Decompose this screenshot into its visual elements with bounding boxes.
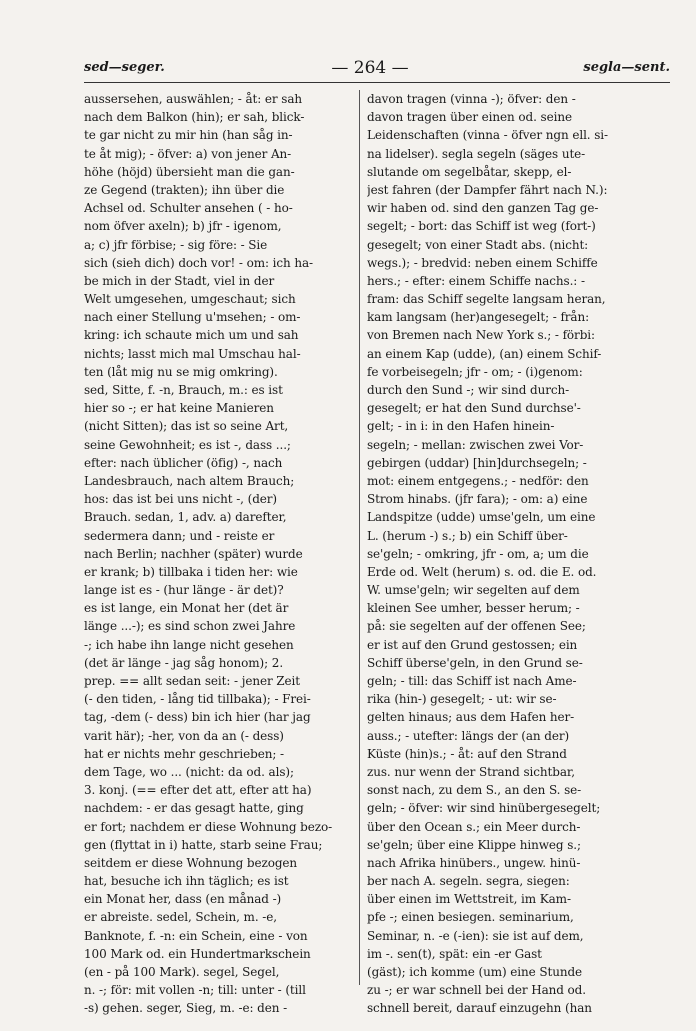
text-line: geln; - till: das Schiff ist nach Ame- <box>367 674 577 688</box>
text-line: be mich in der Stadt, viel in der <box>84 273 275 288</box>
text-line: Achsel od. Schulter ansehen ( - ho- <box>84 201 293 216</box>
text-line: ze Gegend (trakten); ihn über die <box>84 182 285 197</box>
text-line: (en - på 100 Mark). segel, Segel, <box>84 965 280 979</box>
text-line: er ist auf den Grund gestossen; ein <box>367 637 578 652</box>
text-line: L. (herum -) s.; b) ein Schiff über- <box>367 528 568 543</box>
text-line: (det är länge - jag såg honom); 2. <box>84 655 284 670</box>
text-line: sonst nach, zu dem S., an den S. se- <box>367 783 582 798</box>
text-line: davon tragen über einen od. seine <box>367 110 572 125</box>
text-line: schnell bereit, darauf einzugehn (han <box>367 1001 592 1016</box>
text-line: über den Ocean s.; ein Meer durch- <box>367 819 581 834</box>
text-line: na lidelser). segla segeln (säges ute- <box>367 146 586 161</box>
text-line: er krank; b) tillbaka i tiden her: wie <box>84 564 298 579</box>
text-line: Welt umgesehen, umgeschaut; sich <box>84 292 296 307</box>
text-line: hier so -; er hat keine Manieren <box>84 401 274 416</box>
text-line: durch den Sund -; wir sind durch- <box>367 383 570 397</box>
header-rule <box>84 82 670 83</box>
text-line: nichts; lasst mich mal Umschau hal- <box>84 346 301 361</box>
text-line: ein Monat her, dass (en månad -) <box>84 892 282 907</box>
text-line: wegs.); - bredvid: neben einem Schiffe <box>367 255 598 270</box>
text-line: hat er nichts mehr geschrieben; - <box>84 746 284 761</box>
text-line: 3. konj. (== efter det att, efter att ha) <box>84 783 312 798</box>
header-left-guideword: sed—seger. <box>84 60 165 75</box>
text-line: von Bremen nach New York s.; - förbi: <box>367 328 595 343</box>
text-line: se'geln; über eine Klippe hinweg s.; <box>367 837 581 852</box>
text-line: aussersehen, auswählen; - åt: er sah <box>84 92 303 106</box>
text-line: efter: nach üblicher (öfig) -, nach <box>84 455 283 470</box>
text-line: W. umse'geln; wir segelten auf dem <box>367 583 580 598</box>
text-line: gen (flyttat in i) hatte, starb seine Frau; <box>84 837 323 852</box>
text-line: er abreiste. sedel, Schein, m. -e, <box>84 910 277 925</box>
text-line: nach dem Balkon (hin); er sah, blick- <box>84 110 305 125</box>
text-line: segeln; - mellan: zwischen zwei Vor- <box>367 437 584 452</box>
text-line: Schiff überse'geln, in den Grund se- <box>367 655 583 670</box>
text-line: nach einer Stellung u'msehen; - om- <box>84 310 301 325</box>
text-line: auss.; - utefter: längs der (an der) <box>367 728 570 743</box>
text-line: -; ich habe ihn lange nicht gesehen <box>84 637 294 652</box>
text-line: prep. == allt sedan seit: - jener Zeit <box>84 674 301 688</box>
text-line: hos: das ist bei uns nicht -, (der) <box>84 492 277 507</box>
text-line: Küste (hin)s.; - åt: auf den Strand <box>367 746 567 761</box>
text-line: Strom hinabs. (jfr fara); - om: a) eine <box>367 492 588 507</box>
text-line: nom öfver axeln); b) jfr - igenom, <box>84 219 282 234</box>
text-line: davon tragen (vinna -); öfver: den - <box>367 92 576 106</box>
text-line: Banknote, f. -n: ein Schein, eine - von <box>84 928 308 943</box>
text-line: varit här); -her, von da an (- dess) <box>84 728 284 743</box>
left-column <box>84 90 356 1018</box>
text-line: gesegelt; er hat den Sund durchse'- <box>367 401 581 416</box>
text-line: slutande om segelbåtar, skepp, el- <box>367 164 572 179</box>
text-line: nach Afrika hinübers., ungew. hinü- <box>367 855 581 870</box>
text-line: seine Gewohnheit; es ist -, dass ...; <box>84 437 291 452</box>
text-line: im -. sen(t), spät: ein -er Gast <box>367 946 542 961</box>
page-header <box>84 58 670 82</box>
text-line: Landesbrauch, nach altem Brauch; <box>84 473 295 488</box>
text-line: sich (sieh dich) doch vor! - om: ich ha- <box>84 255 313 270</box>
text-line: segelt; - bort: das Schiff ist weg (fort-) <box>367 219 596 234</box>
text-line: nachdem: - er das gesagt hatte, ging <box>84 801 304 816</box>
text-line: zu -; er war schnell bei der Hand od. <box>367 983 586 998</box>
text-line: hat, besuche ich ihn täglich; es ist <box>84 874 289 889</box>
text-line: gesegelt; von einer Stadt abs. (nicht: <box>367 237 589 252</box>
text-line: seitdem er diese Wohnung bezogen <box>84 855 298 870</box>
text-line: Erde od. Welt (herum) s. od. die E. od. <box>367 564 597 579</box>
right-column <box>367 90 672 1018</box>
text-line: Seminar, n. -e (-ien): sie ist auf dem, <box>367 928 584 943</box>
text-line: geln; - öfver: wir sind hinübergesegelt; <box>367 801 601 816</box>
text-line: gelten hinaus; aus dem Hafen her- <box>367 710 575 725</box>
text-line: höhe (höjd) übersieht man die gan- <box>84 164 295 179</box>
text-line: mot: einem entgegens.; - nedför: den <box>367 473 589 488</box>
text-line: pfe -; einen besiegen. seminarium, <box>367 910 574 925</box>
text-line: wir haben od. sind den ganzen Tag ge- <box>367 201 599 216</box>
page-number: — 264 — <box>331 58 409 78</box>
text-line: (gäst); ich komme (um) eine Stunde <box>367 965 583 979</box>
text-line: länge ...-); es sind schon zwei Jahre <box>84 619 296 634</box>
text-line: -s) gehen. seger, Sieg, m. -e: den - <box>84 1001 288 1016</box>
text-line: a; c) jfr förbise; - sig före: - Sie <box>84 237 268 252</box>
header-right-guideword: segla—sent. <box>583 60 670 75</box>
text-line: Leidenschaften (vinna - öfver ngn ell. si- <box>367 128 608 143</box>
text-line: sed, Sitte, f. -n, Brauch, m.: es ist <box>84 383 283 397</box>
text-line: nach Berlin; nachher (später) wurde <box>84 546 303 561</box>
text-line: kam langsam (her)angesegelt; - från: <box>367 310 590 325</box>
text-line: hers.; - efter: einem Schiffe nachs.: - <box>367 273 585 288</box>
text-line: se'geln; - omkring, jfr - om, a; um die <box>367 546 589 561</box>
text-line: über einen im Wettstreit, im Kam- <box>367 892 571 907</box>
text-line: kring: ich schaute mich um und sah <box>84 328 299 343</box>
text-line: an einem Kap (udde), (an) einem Schif- <box>367 346 602 361</box>
text-line: es ist lange, ein Monat her (det är <box>84 601 289 616</box>
text-line: fe vorbeisegeln; jfr - om; - (i)genom: <box>367 364 583 379</box>
text-line: Brauch. sedan, 1, adv. a) darefter, <box>84 510 287 525</box>
text-line: 100 Mark od. ein Hundertmarkschein <box>84 946 311 961</box>
text-line: zus. nur wenn der Strand sichtbar, <box>367 764 575 779</box>
text-line: (- den tiden, - lång tid tillbaka); - Frei- <box>84 692 311 707</box>
column-divider <box>359 90 360 985</box>
text-line: på: sie segelten auf der offenen See; <box>367 619 586 634</box>
text-line: n. -; för: mit vollen -n; till: unter - (till <box>84 983 306 998</box>
text-line: tag, -dem (- dess) bin ich hier (har jag <box>84 710 311 725</box>
text-line: sedermera dann; und - reiste er <box>84 528 275 543</box>
text-line: er fort; nachdem er diese Wohnung bezo- <box>84 819 333 834</box>
text-line: Landspitze (udde) umse'geln, um eine <box>367 510 596 525</box>
text-line: ten (låt mig nu se mig omkring). <box>84 364 278 379</box>
text-line: te gar nicht zu mir hin (han såg in- <box>84 128 293 143</box>
text-line: dem Tage, wo ... (nicht: da od. als); <box>84 764 294 779</box>
text-line: gebirgen (uddar) [hin]durchsegeln; - <box>367 455 587 470</box>
text-line: kleinen See umher, besser herum; - <box>367 601 580 616</box>
text-line: jest fahren (der Dampfer fährt nach N.): <box>367 182 608 197</box>
text-line: ber nach A. segeln. segra, siegen: <box>367 874 570 889</box>
text-line: te åt mig); - öfver: a) von jener An- <box>84 146 292 161</box>
text-line: fram: das Schiff segelte langsam heran, <box>367 292 606 307</box>
text-line: rika (hin-) gesegelt; - ut: wir se- <box>367 692 557 707</box>
text-line: lange ist es - (hur länge - är det)? <box>84 583 284 598</box>
text-line: (nicht Sitten); das ist so seine Art, <box>84 419 289 434</box>
text-line: gelt; - in i: in den Hafen hinein- <box>367 419 555 434</box>
